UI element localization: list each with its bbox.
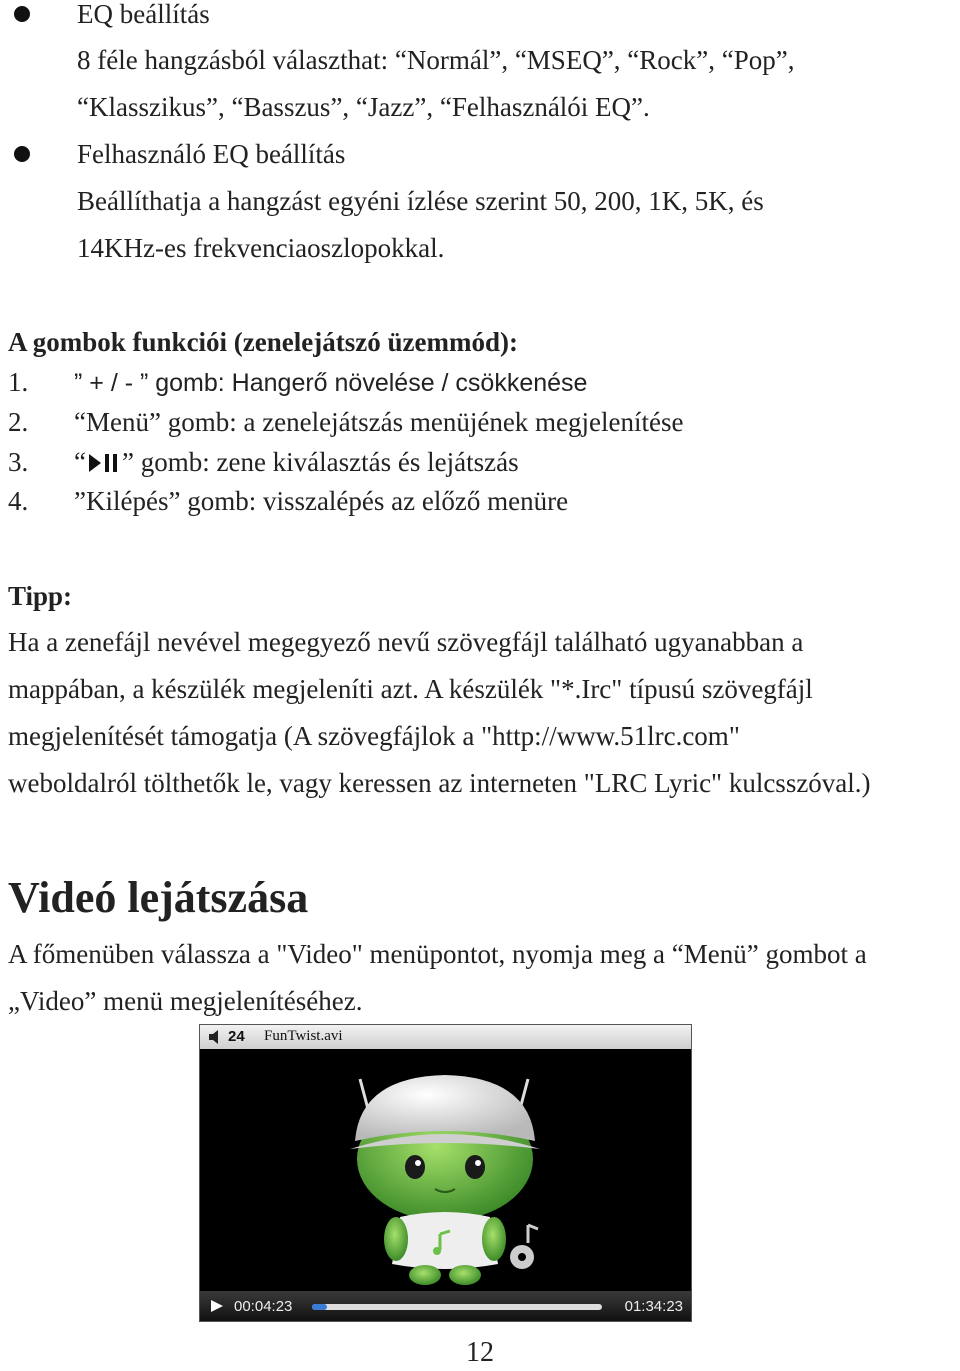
eq-line-2: “Klasszikus”, “Basszus”, “Jazz”, “Felhasználói EQ”. [77,92,650,122]
play-icon[interactable] [210,1299,224,1317]
speaker-icon [208,1029,224,1049]
video-line-2: „Video” menü megjelenítéséhez. [8,986,363,1016]
item-number: 3. [8,447,29,477]
bullet-title-eq: EQ beállítás [77,0,210,29]
tip-line-4: weboldalról tölthetők le, vagy keressen az interneten "LRC Lyric" kulcsszóval.) [8,768,871,798]
bullet-item-user-eq [0,130,960,178]
item-text: ” gomb: zene kiválasztás és lejátszás [121,447,519,477]
video-control-bar [200,1291,691,1321]
button-item-4 [8,481,568,521]
progress-fill [312,1304,327,1310]
item-text: “Menü” gomb: a zenelejátszás menüjének megjelenítése [74,407,684,437]
tip-line-1: Ha a zenefájl nevével megegyező nevű szövegfájl található ugyanabban a [8,627,804,657]
play-pause-icon [87,445,121,485]
total-time: 01:34:23 [624,1298,683,1315]
bullet-dot [14,146,30,162]
elapsed-time: 00:04:23 [234,1298,293,1315]
button-item-3 [8,442,519,485]
item-text: ”Kilépés” gomb: visszalépés az előző menüre [74,486,569,516]
buttons-heading: A gombok funkciói (zenelejátszó üzemmód): [8,327,518,357]
tip-line-3: megjelenítését támogatja (A szövegfájlok a "http://www.51lrc.com" [8,721,740,751]
button-item-1 [8,362,587,403]
video-player-screenshot [199,1024,692,1322]
tip-line-2: mappában, a készülék megjeleníti azt. A készülék "*.Irc" típusú szövegfájl [8,674,813,704]
progress-bar[interactable] [312,1304,602,1310]
user-eq-line-1: Beállíthatja a hangzást egyéni ízlése szerint 50, 200, 1K, 5K, és [77,186,764,216]
item-number: 4. [8,486,29,516]
video-title-bar [200,1025,691,1049]
item-text: ” + / - ” gomb: Hangerő növelése / csökkenése [74,369,588,397]
track-number: 24 [228,1028,245,1045]
video-heading: Videó lejátszása [8,873,309,922]
mascot-illustration [200,1049,691,1291]
page-number: 12 [466,1337,494,1368]
eq-line-1: 8 féle hangzásból választhat: “Normál”, “MSEQ”, “Rock”, “Pop”, [77,45,795,75]
item-number: 1. [8,367,29,397]
button-item-2 [8,402,684,442]
tip-heading: Tipp: [8,581,73,611]
video-filename: FunTwist.avi [264,1028,343,1044]
bullet-item-eq [0,0,960,38]
item-number: 2. [8,407,29,437]
video-line-1: A főmenüben válassza a "Video" menüpontot, nyomja meg a “Menü” gombot a [8,939,867,969]
user-eq-line-2: 14KHz-es frekvenciaoszlopokkal. [77,233,445,263]
bullet-title-user-eq: Felhasználó EQ beállítás [77,139,346,169]
bullet-dot [14,6,30,22]
open-quote: “ [74,447,86,477]
